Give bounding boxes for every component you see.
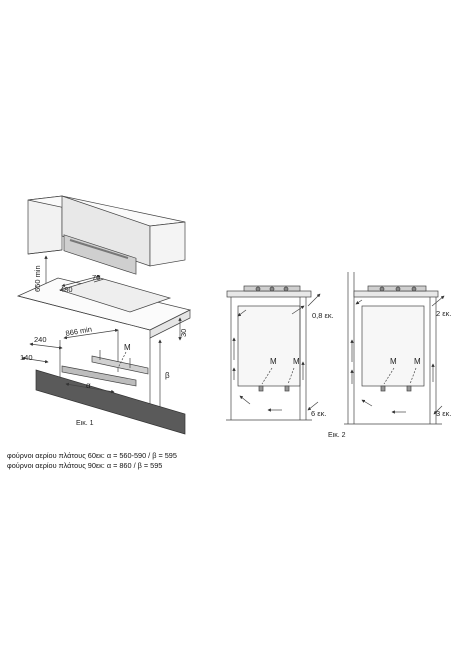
note-90cm: φούρνοι αερίου πλάτους 90εκ: α = 860 / β = 595 <box>7 461 163 470</box>
hood-side-cabinet <box>150 222 185 266</box>
dim-866-min: 866 min <box>64 324 93 338</box>
note-60cm: φούρνοι αερίου πλάτους 60εκ: α = 560-590 / β = 595 <box>7 451 177 460</box>
dim-140: 140 <box>20 353 33 362</box>
dim-240: 240 <box>34 335 47 344</box>
marker-m-right-1: M <box>390 357 397 366</box>
oven-rail-back <box>92 356 148 374</box>
figure-2-left <box>226 286 320 420</box>
marker-m: M <box>124 343 131 352</box>
dim-70: 70 <box>92 273 101 282</box>
marker-m-right-2: M <box>414 357 421 366</box>
marker-m-left-1: M <box>270 357 277 366</box>
dim-480: 480 <box>60 285 73 294</box>
dim-alpha: α <box>86 381 91 390</box>
gap-bottom-left: 6 εκ. <box>311 409 327 418</box>
gap-top-left: 0,8 εκ. <box>312 311 334 320</box>
worktop-left <box>227 291 311 297</box>
oven-right <box>362 306 424 386</box>
gap-top-right: 2 εκ. <box>436 309 452 318</box>
figure-1-caption: Εικ. 1 <box>76 420 94 427</box>
dim-30: 30 <box>179 328 188 337</box>
worktop-right <box>354 291 438 297</box>
figure-1 <box>18 196 190 434</box>
figure-2-caption: Εικ. 2 <box>328 432 346 439</box>
dim-650-min: 650 min <box>33 265 42 292</box>
marker-m-left-2: M <box>293 357 300 366</box>
figure-2-right <box>344 272 444 424</box>
oven-left <box>238 306 300 386</box>
gap-bottom-right: 3 εκ. <box>436 409 452 418</box>
dim-beta: β <box>165 371 170 380</box>
